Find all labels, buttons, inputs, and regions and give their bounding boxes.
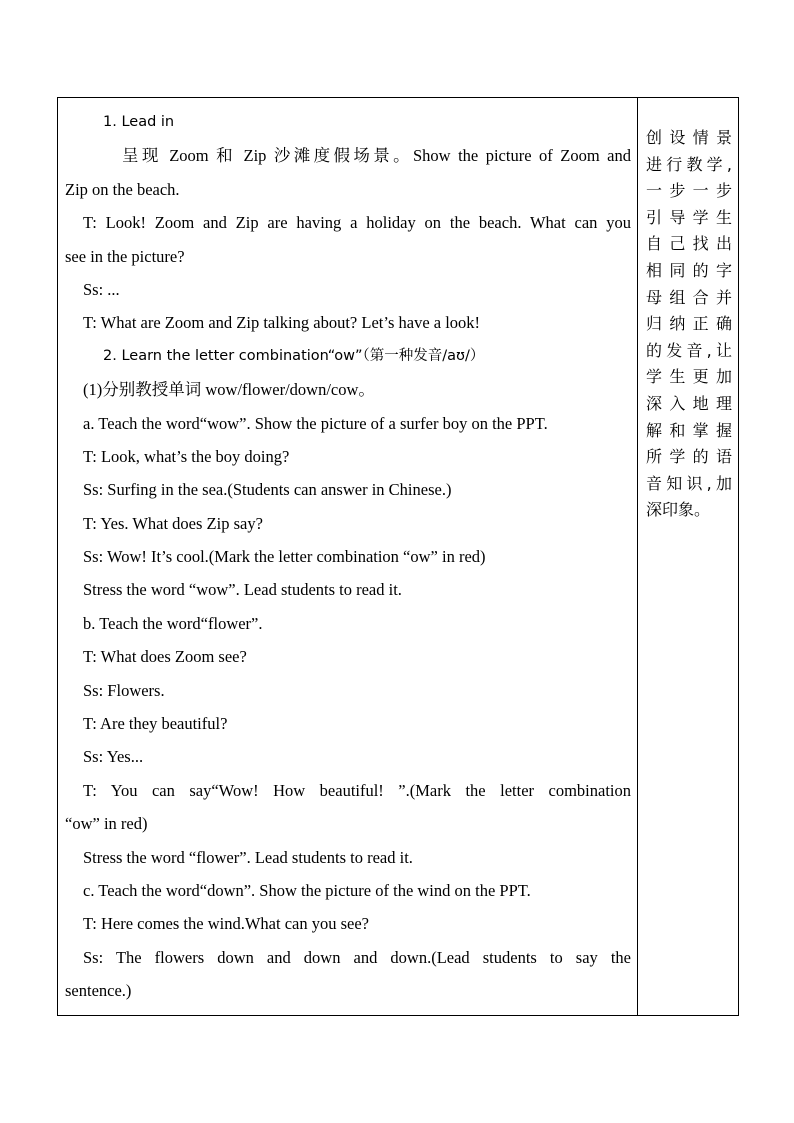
note-line: 一步一步 bbox=[646, 181, 732, 201]
note-line: 相同的字 bbox=[646, 260, 732, 280]
text-line: Ss: Wow! It’s cool.(Mark the letter combination “ow” in red) bbox=[83, 547, 486, 567]
note-line: 自己找出 bbox=[646, 234, 732, 254]
text-line: T: You can say“Wow! How beautiful! ”.(Mark the letter combination bbox=[83, 780, 631, 800]
text-line: (1)分别教授单词 wow/flower/down/cow。 bbox=[83, 380, 375, 400]
note-line: 创设情景 bbox=[646, 128, 732, 147]
text-line: Ss: Surfing in the sea.(Students can answer in Chinese.) bbox=[83, 480, 452, 500]
text-line: T: Look, what’s the boy doing? bbox=[83, 446, 290, 466]
note-line: 引导学生 bbox=[646, 207, 732, 227]
text-line: T: Yes. What does Zip say? bbox=[83, 513, 263, 533]
text-line: 呈现 Zoom 和 Zip 沙滩度假场景。Show the picture of Zoom and bbox=[122, 146, 631, 166]
section-heading-lead-in: 1. Lead in bbox=[103, 114, 175, 130]
text-line: “ow” in red) bbox=[65, 814, 148, 834]
text-line: Ss: The flowers down and down and down.(Lead students to say the bbox=[83, 947, 631, 967]
note-line: 的发音,让 bbox=[646, 340, 732, 360]
text-line: Stress the word “wow”. Lead students to read it. bbox=[83, 580, 402, 600]
note-line: 学生更加 bbox=[646, 367, 732, 387]
text-line: T: Are they beautiful? bbox=[83, 714, 228, 734]
note-line: 进行教学, bbox=[646, 154, 732, 174]
note-line: 解和掌握 bbox=[646, 420, 732, 440]
text-line: Stress the word “flower”. Lead students to read it. bbox=[83, 847, 413, 867]
note-line: 音知识,加 bbox=[646, 473, 732, 493]
text-line: sentence.) bbox=[65, 981, 132, 1001]
text-line: see in the picture? bbox=[65, 246, 185, 266]
teaching-procedure-cell bbox=[58, 98, 638, 1016]
text-line: Ss: Yes... bbox=[83, 747, 144, 767]
text-line: a. Teach the word“wow”. Show the picture of a surfer boy on the PPT. bbox=[83, 413, 548, 433]
note-line: 归纳正确 bbox=[646, 314, 732, 334]
note-line: 母组合并 bbox=[646, 287, 732, 307]
text-line: b. Teach the word“flower”. bbox=[83, 613, 263, 633]
note-line: 深印象。 bbox=[646, 500, 711, 520]
section-heading-learn-letter-combination: 2. Learn the letter combination“ow”（第一种发音/aʊ/） bbox=[103, 347, 485, 364]
text-line: c. Teach the word“down”. Show the picture of the wind on the PPT. bbox=[83, 880, 531, 900]
table-row bbox=[58, 98, 739, 1016]
text-line: Zip on the beach. bbox=[65, 179, 180, 199]
text-line: Ss: Flowers. bbox=[83, 680, 165, 700]
text-line: Ss: ... bbox=[83, 279, 120, 299]
design-intent-cell bbox=[638, 98, 739, 1016]
note-line: 深入地理 bbox=[646, 393, 732, 413]
text-line: T: What are Zoom and Zip talking about? Let’s have a look! bbox=[83, 313, 481, 333]
text-line: T: Here comes the wind.What can you see? bbox=[83, 914, 369, 934]
lesson-plan-table bbox=[57, 97, 739, 1016]
note-line: 所学的语 bbox=[646, 447, 732, 467]
text-line: T: Look! Zoom and Zip are having a holiday on the beach. What can you bbox=[83, 213, 631, 233]
text-line: T: What does Zoom see? bbox=[83, 647, 247, 667]
